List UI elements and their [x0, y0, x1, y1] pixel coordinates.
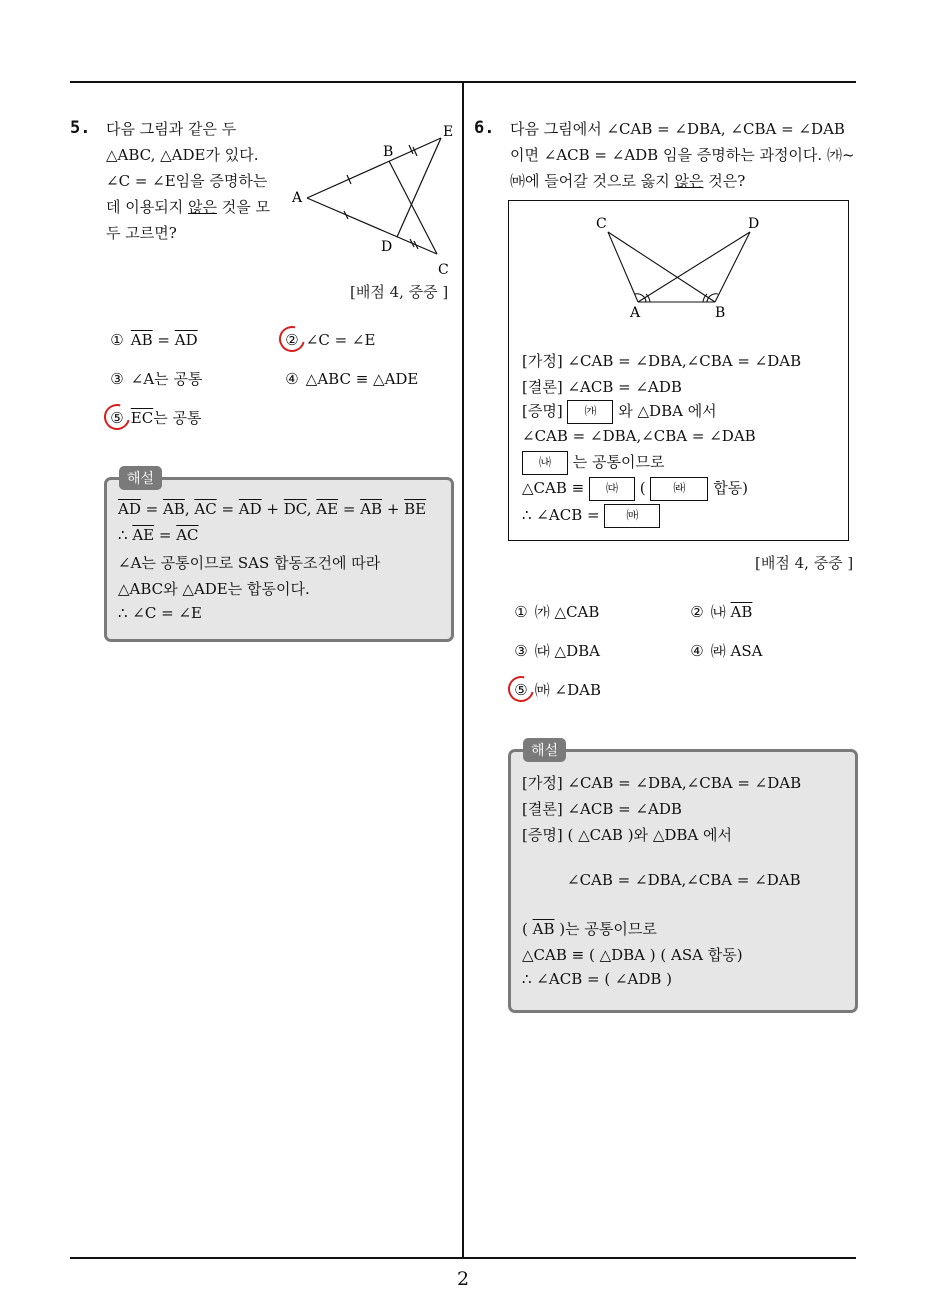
q5-text-line: ∠C = ∠E임을 증명하는 [106, 172, 268, 190]
q5-choice-2[interactable]: ② ∠C = ∠E [285, 331, 376, 349]
q5-solution-line: ∴ ∠C = ∠E [118, 604, 202, 622]
segment-ED [397, 138, 441, 237]
q5-text-line: 데 이용되지 않은 것을 모 [106, 198, 270, 216]
blank-da: ㈐ [589, 477, 635, 501]
q6-text-line: 다음 그림에서 ∠CAB = ∠DBA, ∠CBA = ∠DAB [510, 120, 845, 138]
q5-solution-line: ∴ $\overline{AE} = \overline{AC}$ [118, 526, 199, 544]
label-E: E [443, 124, 454, 140]
q5-choice-3[interactable]: ③ ∠A는 공통 [110, 370, 203, 388]
q6-proof-line3: [증명] ㈎ 와 △DBA 에서 [522, 400, 717, 424]
question-6-number: 6. [474, 118, 495, 138]
q6-solution-line: ∠CAB = ∠DBA,∠CBA = ∠DAB [567, 871, 801, 889]
question-6-text [510, 116, 860, 194]
question-5-text [106, 116, 271, 246]
q6-proof-line7: ∴ ∠ACB = ㈒ [522, 504, 660, 528]
label-A: A [292, 190, 303, 206]
q6-proof-conclusion: [결론] ∠ACB = ∠ADB [522, 378, 682, 396]
q5-solution-line: ∠A는 공통이므로 SAS 합동조건에 따라 [118, 554, 381, 572]
page-number: 2 [456, 1268, 470, 1290]
q6-solution-line: [결론] ∠ACB = ∠ADB [522, 800, 682, 818]
q6-text-line: ㈒에 들어갈 것으로 옳지 않은 것은? [510, 172, 746, 190]
q6-choice-5[interactable]: ⑤ ㈒ ∠DAB [514, 681, 601, 699]
label-D: D [748, 216, 760, 232]
q6-choice-2[interactable]: ② ㈏ $\overline{AB}$ [690, 603, 753, 621]
q6-triangle-figure [590, 212, 775, 320]
q5-text-line: △ABC, △ADE가 있다. [106, 146, 259, 164]
q5-choice-1[interactable]: ① $\overline{AB} = \overline{AD}$ [110, 331, 198, 349]
label-B: B [383, 144, 394, 160]
q6-score-meta: [배점 4, 중중 ] [755, 554, 854, 572]
blank-na: ㈏ [522, 451, 568, 475]
q5-solution-line: $\overline{AD} = \overline{AB}$, $\overline{AC} = \overline{AD} + \overline{DC}$, $\overline{AE} = \overline{AB} + \overline{BE}$ [118, 500, 427, 518]
q6-choice-3[interactable]: ③ ㈐ △DBA [514, 642, 600, 660]
question-5-number: 5. [70, 118, 91, 138]
q6-proof-line4: ∠CAB = ∠DBA,∠CBA = ∠DAB [522, 427, 756, 445]
q6-proof-given: [가정] ∠CAB = ∠DBA,∠CBA = ∠DAB [522, 352, 802, 370]
blank-ga: ㈎ [567, 400, 613, 424]
segment-AE [307, 138, 441, 198]
column-divider [462, 82, 464, 1258]
q6-solution-tag: 해설 [523, 738, 566, 762]
q5-text-line: 두 고르면? [106, 224, 177, 242]
label-A: A [630, 305, 641, 320]
q6-solution-line: △CAB ≡ ( △DBA ) ( ASA 합동) [522, 946, 743, 964]
label-C: C [596, 216, 607, 232]
q6-proof-line5: ㈏ 는 공통이므로 [522, 451, 665, 475]
segment-BC [389, 161, 437, 254]
q6-choice-1[interactable]: ① ㈎ △CAB [514, 603, 600, 621]
q6-solution-line: ∴ ∠ACB = ( ∠ADB ) [522, 970, 673, 988]
q5-choice-4[interactable]: ④ △ABC ≡ △ADE [285, 370, 419, 388]
label-D: D [381, 239, 393, 255]
q6-proof-line6: △CAB ≡ ㈐ ( ㈑ 합동) [522, 477, 748, 501]
q5-text-line: 다음 그림과 같은 두 [106, 120, 237, 138]
q6-choice-4[interactable]: ④ ㈑ ASA [690, 642, 763, 660]
q6-solution-line: [가정] ∠CAB = ∠DBA,∠CBA = ∠DAB [522, 774, 802, 792]
q5-solution-line: △ABC와 △ADE는 합동이다. [118, 580, 310, 598]
q5-triangle-figure [285, 118, 460, 278]
segment-AC [307, 198, 437, 254]
blank-ra: ㈑ [650, 477, 708, 501]
q6-solution-line: ( $\overline{AB}$ )는 공통이므로 [522, 920, 657, 938]
q5-choice-5[interactable]: ⑤ $\overline{EC}$는 공통 [110, 409, 202, 427]
q5-solution-tag: 해설 [119, 466, 162, 490]
q5-score-meta: [배점 4, 중중 ] [350, 283, 449, 301]
bottom-rule [70, 1257, 856, 1259]
q6-text-line: 이면 ∠ACB = ∠ADB 임을 증명하는 과정이다. ㈎~ [510, 146, 855, 164]
label-B: B [715, 305, 726, 320]
label-C: C [438, 262, 449, 278]
blank-ma: ㈒ [604, 504, 660, 528]
q6-solution-line: [증명] ( △CAB )와 △DBA 에서 [522, 826, 732, 844]
